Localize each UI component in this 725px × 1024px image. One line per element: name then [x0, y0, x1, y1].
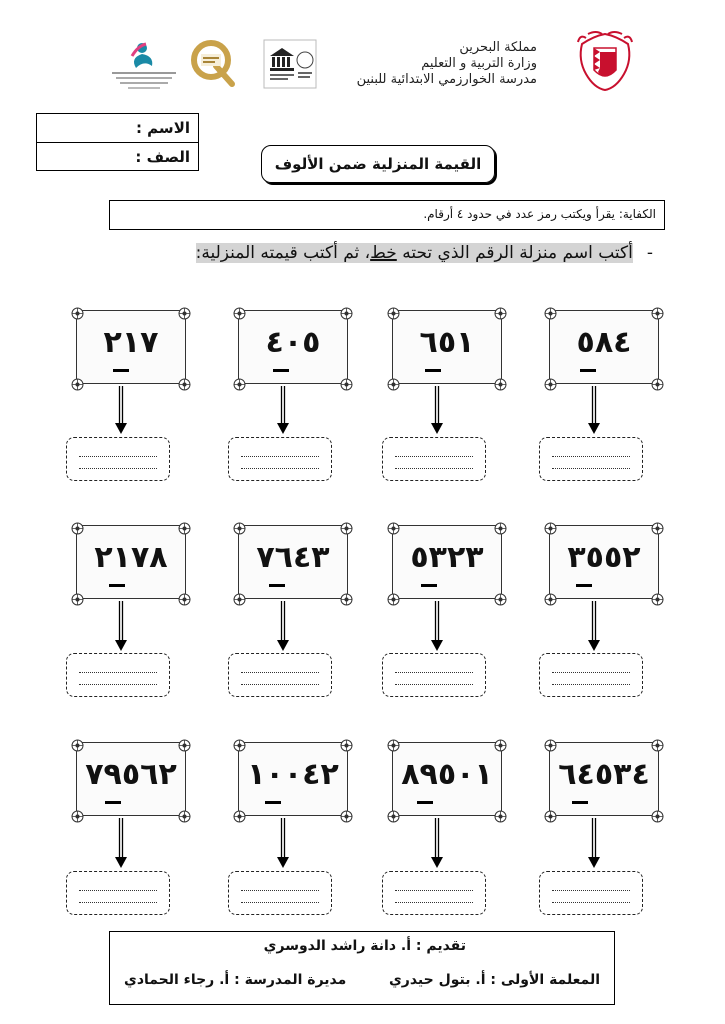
answer-dotted-line: [241, 890, 319, 891]
down-arrow-icon: [588, 386, 600, 434]
corner-flower-icon: [340, 305, 353, 318]
class-field[interactable]: [37, 143, 198, 171]
corner-flower-icon: [233, 376, 246, 389]
digit-underline: [265, 801, 281, 804]
corner-flower-icon: [178, 520, 191, 533]
number-card: [549, 310, 659, 384]
corner-flower-icon: [71, 376, 84, 389]
down-arrow-icon: [588, 601, 600, 651]
number-card: [238, 742, 348, 816]
corner-flower-icon: [651, 591, 664, 604]
answer-dotted-line: [241, 684, 319, 685]
answer-box[interactable]: [66, 871, 170, 915]
answer-dotted-line: [552, 890, 630, 891]
down-arrow-icon: [431, 386, 443, 434]
name-label: الاسم :: [135, 119, 190, 137]
answer-dotted-line: [79, 902, 157, 903]
card-number: ١٠٠٤٢: [247, 757, 339, 792]
answer-dotted-line: [552, 468, 630, 469]
corner-flower-icon: [651, 376, 664, 389]
answer-dotted-line: [395, 890, 473, 891]
answer-box[interactable]: [539, 437, 643, 481]
number-card: [238, 525, 348, 599]
down-arrow-icon: [277, 601, 289, 651]
answer-dotted-line: [241, 468, 319, 469]
corner-flower-icon: [178, 737, 191, 750]
corner-flower-icon: [387, 376, 400, 389]
corner-flower-icon: [340, 808, 353, 821]
down-arrow-icon: [115, 601, 127, 651]
answer-dotted-line: [79, 468, 157, 469]
digit-underline: [269, 584, 285, 587]
corner-flower-icon: [387, 808, 400, 821]
corner-flower-icon: [494, 591, 507, 604]
digit-underline: [273, 369, 289, 372]
corner-flower-icon: [387, 591, 400, 604]
corner-flower-icon: [178, 376, 191, 389]
school-header: [297, 40, 537, 88]
corner-flower-icon: [340, 376, 353, 389]
digit-underline: [425, 369, 441, 372]
digit-underline: [105, 801, 121, 804]
card-number: ٢١٧: [103, 325, 159, 360]
digit-underline: [576, 584, 592, 587]
student-info-box: [36, 113, 199, 171]
footer-box: [109, 931, 615, 1005]
corner-flower-icon: [494, 737, 507, 750]
answer-box[interactable]: [66, 437, 170, 481]
answer-dotted-line: [552, 456, 630, 457]
corner-flower-icon: [651, 305, 664, 318]
corner-flower-icon: [178, 305, 191, 318]
instruction-underlined-word: خط: [370, 243, 397, 263]
corner-flower-icon: [233, 591, 246, 604]
presented-by: تقديم : أ. دانة راشد الدوسري: [263, 938, 466, 954]
card-number: ٦٥١: [419, 325, 475, 360]
digit-underline: [421, 584, 437, 587]
corner-flower-icon: [651, 737, 664, 750]
bahrain-crest-icon: [576, 30, 634, 92]
down-arrow-icon: [431, 601, 443, 651]
instruction-dash: -: [646, 243, 653, 263]
answer-dotted-line: [395, 672, 473, 673]
quality-q-logo-icon: [186, 36, 240, 90]
answer-box[interactable]: [539, 653, 643, 697]
corner-flower-icon: [178, 808, 191, 821]
number-card: [549, 525, 659, 599]
corner-flower-icon: [340, 520, 353, 533]
corner-flower-icon: [494, 808, 507, 821]
name-field[interactable]: [37, 114, 198, 143]
answer-dotted-line: [395, 902, 473, 903]
school-principal: مديرة المدرسة : أ. رجاء الحمادي: [124, 972, 347, 988]
corner-flower-icon: [233, 305, 246, 318]
number-card: [76, 742, 186, 816]
down-arrow-icon: [115, 818, 127, 868]
competency-box: الكفاية: يقرأ ويكتب رمز عدد في حدود ٤ أرقام.: [109, 200, 665, 230]
card-number: ٥٣٢٣: [410, 540, 484, 575]
card-number: ٥٨٤: [576, 325, 632, 360]
corner-flower-icon: [544, 591, 557, 604]
answer-dotted-line: [79, 684, 157, 685]
digit-underline: [113, 369, 129, 372]
school-name: مدرسة الخوارزمي الابتدائية للبنين: [356, 72, 537, 87]
card-number: ٨٩٥٠١: [401, 757, 493, 792]
answer-dotted-line: [552, 684, 630, 685]
corner-flower-icon: [233, 520, 246, 533]
corner-flower-icon: [544, 376, 557, 389]
number-card: [238, 310, 348, 384]
card-number: ٧٦٤٣: [256, 540, 330, 575]
digit-underline: [572, 801, 588, 804]
answer-dotted-line: [395, 468, 473, 469]
answer-box[interactable]: [539, 871, 643, 915]
instruction-after: ، ثم أكتب قيمته المنزلية:: [195, 243, 371, 263]
down-arrow-icon: [588, 818, 600, 868]
corner-flower-icon: [340, 737, 353, 750]
digit-underline: [417, 801, 433, 804]
down-arrow-icon: [277, 386, 289, 434]
corner-flower-icon: [544, 520, 557, 533]
answer-box[interactable]: [66, 653, 170, 697]
instruction-text: [196, 240, 653, 266]
instruction-highlight: [196, 243, 633, 263]
corner-flower-icon: [387, 520, 400, 533]
card-number: ٧٩٥٦٢: [85, 757, 177, 792]
worksheet-title: القيمة المنزلية ضمن الألوف: [261, 145, 495, 183]
ministry-emblem-logo-icon: [106, 36, 182, 92]
number-card: [76, 310, 186, 384]
card-number: ٣٥٥٢: [567, 540, 641, 575]
corner-flower-icon: [233, 737, 246, 750]
answer-dotted-line: [241, 672, 319, 673]
answer-box[interactable]: [228, 871, 332, 915]
corner-flower-icon: [340, 591, 353, 604]
corner-flower-icon: [233, 808, 246, 821]
corner-flower-icon: [71, 808, 84, 821]
corner-flower-icon: [387, 305, 400, 318]
answer-dotted-line: [552, 672, 630, 673]
corner-flower-icon: [494, 305, 507, 318]
ministry-name: وزارة التربية و التعليم: [421, 56, 537, 71]
answer-box[interactable]: [228, 437, 332, 481]
number-card: [549, 742, 659, 816]
corner-flower-icon: [651, 520, 664, 533]
answer-dotted-line: [241, 902, 319, 903]
corner-flower-icon: [544, 808, 557, 821]
down-arrow-icon: [115, 386, 127, 434]
corner-flower-icon: [494, 376, 507, 389]
corner-flower-icon: [387, 737, 400, 750]
corner-flower-icon: [71, 305, 84, 318]
digit-underline: [109, 584, 125, 587]
answer-box[interactable]: [382, 653, 486, 697]
corner-flower-icon: [544, 305, 557, 318]
number-card: [392, 525, 502, 599]
digit-underline: [580, 369, 596, 372]
answer-box[interactable]: [382, 437, 486, 481]
number-card: [392, 310, 502, 384]
card-number: ٢١٧٨: [94, 540, 168, 575]
card-number: ٤٠٥: [265, 325, 321, 360]
answer-dotted-line: [79, 890, 157, 891]
down-arrow-icon: [431, 818, 443, 868]
corner-flower-icon: [71, 591, 84, 604]
class-label: الصف :: [135, 148, 190, 166]
number-card: [392, 742, 502, 816]
answer-dotted-line: [79, 456, 157, 457]
answer-box[interactable]: [228, 653, 332, 697]
answer-box[interactable]: [382, 871, 486, 915]
senior-teacher: المعلمة الأولى : أ. بتول حيدري: [388, 972, 600, 988]
corner-flower-icon: [178, 591, 191, 604]
answer-dotted-line: [241, 456, 319, 457]
answer-dotted-line: [79, 672, 157, 673]
corner-flower-icon: [494, 520, 507, 533]
down-arrow-icon: [277, 818, 289, 868]
corner-flower-icon: [651, 808, 664, 821]
answer-dotted-line: [552, 902, 630, 903]
number-card: [76, 525, 186, 599]
answer-dotted-line: [395, 456, 473, 457]
instruction-before: أكتب اسم منزلة الرقم الذي تحته: [396, 243, 633, 263]
corner-flower-icon: [544, 737, 557, 750]
corner-flower-icon: [71, 737, 84, 750]
answer-dotted-line: [395, 684, 473, 685]
corner-flower-icon: [71, 520, 84, 533]
card-number: ٦٤٥٣٤: [558, 757, 650, 792]
kingdom-name: مملكة البحرين: [459, 40, 537, 55]
